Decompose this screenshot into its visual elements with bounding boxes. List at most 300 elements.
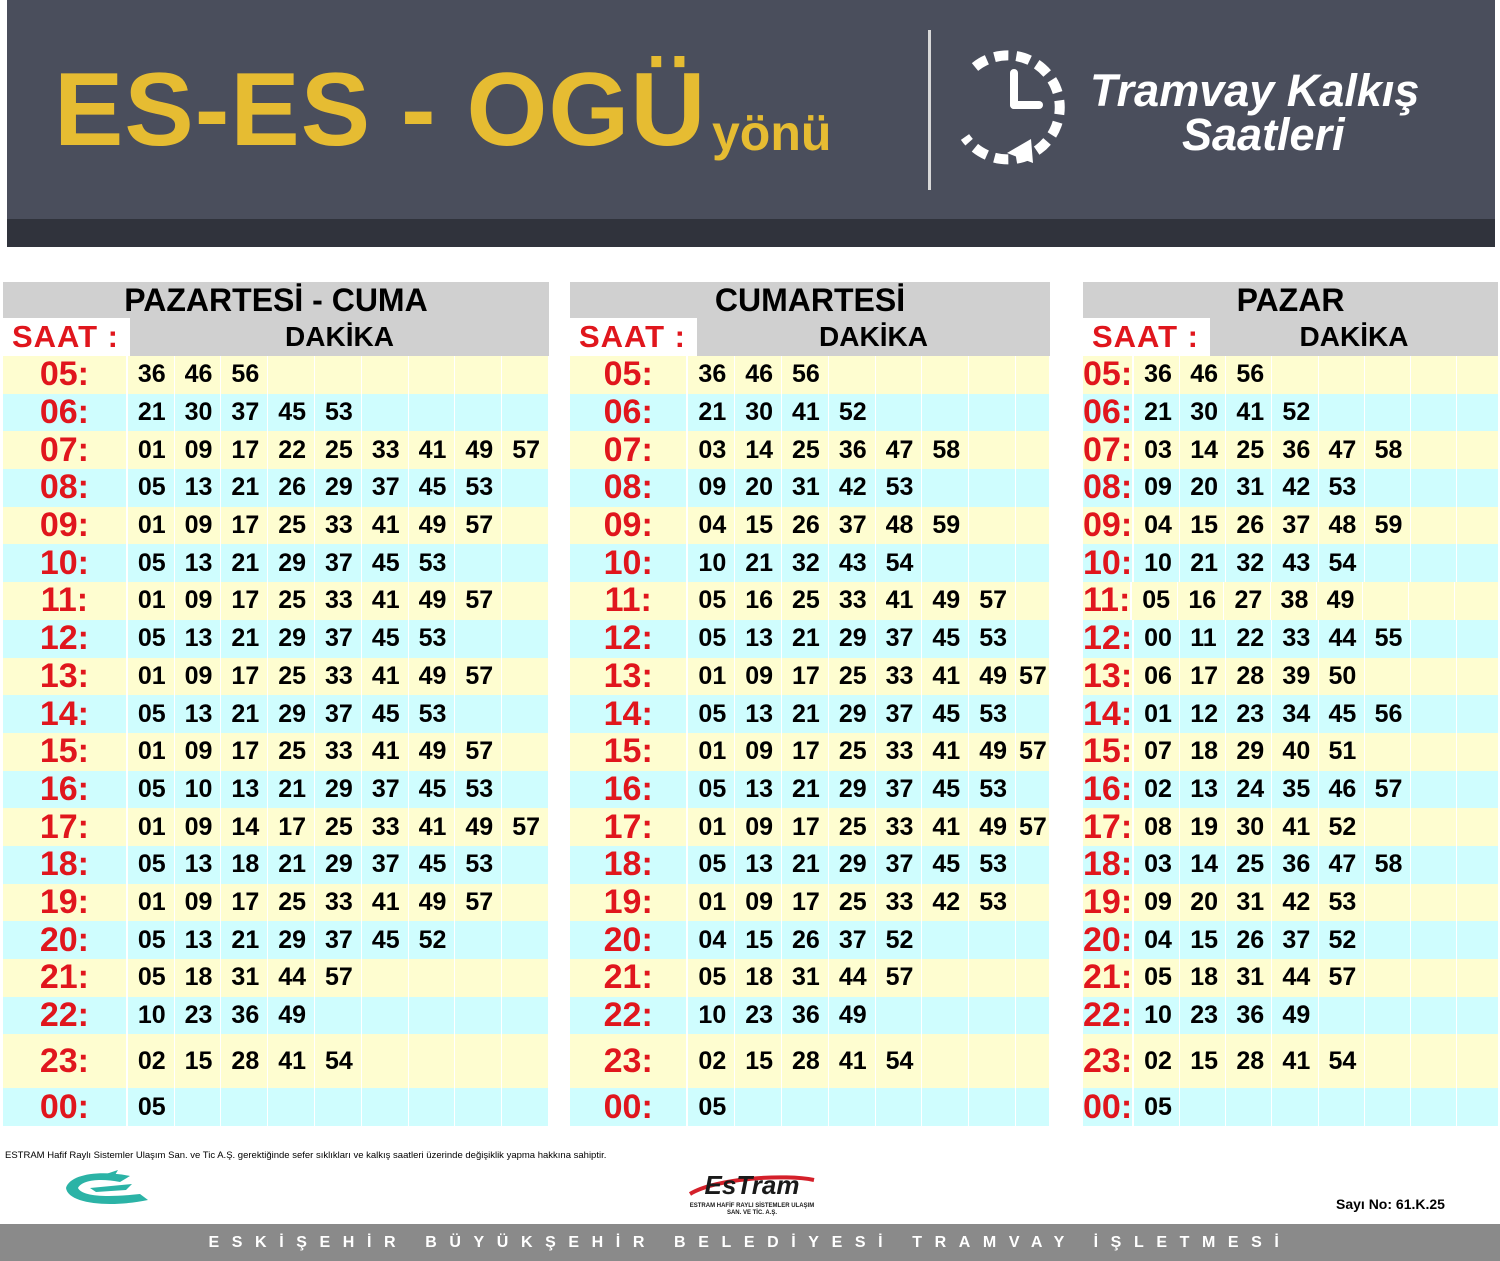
clock-icon [947, 45, 1082, 165]
minute-cell: 52 [409, 921, 456, 959]
hour-cell: 17: [3, 808, 128, 846]
minutes-group [1134, 884, 1500, 922]
minute-cell [969, 431, 1016, 469]
minute-cell [1411, 808, 1457, 846]
minutes-group [128, 507, 549, 545]
minute-cell [1365, 356, 1411, 394]
minute-cell [969, 507, 1016, 545]
minutes-group [688, 394, 1050, 432]
minute-cell [1016, 846, 1050, 884]
minute-cell: 29 [268, 544, 315, 582]
minute-cell: 37 [315, 544, 362, 582]
hour-cell: 17: [570, 808, 688, 846]
minutes-group [1134, 658, 1500, 696]
minutes-group [1134, 394, 1500, 432]
hour-column-header: SAAT : [570, 318, 697, 356]
minute-cell [362, 959, 409, 997]
minute-cell: 15 [175, 1034, 222, 1088]
minute-cell: 46 [175, 356, 222, 394]
minute-cell [362, 1088, 409, 1126]
schedule-row [570, 733, 1050, 771]
minute-cell: 41 [922, 808, 969, 846]
minute-cell: 25 [829, 658, 876, 696]
minute-cell [1180, 1088, 1226, 1126]
minutes-group [1134, 1088, 1500, 1126]
minute-cell: 05 [688, 846, 735, 884]
minute-cell [1411, 469, 1457, 507]
minute-cell: 13 [221, 771, 268, 809]
minute-cell: 52 [876, 921, 923, 959]
schedule-row [3, 921, 549, 959]
minute-cell: 29 [315, 771, 362, 809]
schedule-row [3, 658, 549, 696]
minute-cell: 15 [1180, 921, 1226, 959]
minutes-group [688, 808, 1050, 846]
minute-cell: 42 [922, 884, 969, 922]
minute-cell: 49 [409, 658, 456, 696]
hour-cell: 05: [1083, 355, 1133, 394]
minute-cell: 37 [315, 695, 362, 733]
minute-cell: 53 [969, 620, 1016, 658]
minute-cell: 49 [409, 884, 456, 922]
minute-cell: 33 [876, 658, 923, 696]
minute-cell: 37 [315, 921, 362, 959]
minute-cell: 41 [922, 733, 969, 771]
minute-cell: 14 [221, 808, 268, 846]
minute-cell: 17 [221, 582, 268, 620]
minute-cell [1457, 658, 1500, 696]
minute-cell [502, 1034, 549, 1088]
minute-cell: 21 [735, 544, 782, 582]
minute-cell: 37 [221, 394, 268, 432]
route-title: ES-ES - OGÜ [54, 52, 707, 168]
minute-cell: 13 [735, 771, 782, 809]
minute-cell: 20 [1180, 884, 1226, 922]
minute-cell: 56 [1226, 356, 1272, 394]
minute-cell: 13 [175, 469, 222, 507]
minute-cell [455, 921, 502, 959]
minutes-group [688, 582, 1050, 620]
minutes-group [688, 1088, 1050, 1126]
minute-cell: 33 [315, 884, 362, 922]
minute-cell: 25 [268, 884, 315, 922]
schedule-row [570, 997, 1050, 1035]
bottom-bar [0, 1224, 1500, 1261]
schedule-row [570, 544, 1050, 582]
minute-cell: 10 [688, 997, 735, 1035]
hour-cell: 10: [3, 544, 128, 582]
minute-cell: 57 [502, 808, 549, 846]
minute-cell: 41 [362, 507, 409, 545]
minute-cell: 53 [969, 695, 1016, 733]
estram-logo-text: EsTram [704, 1170, 800, 1200]
minutes-group [128, 582, 549, 620]
minute-cell: 48 [876, 507, 923, 545]
hour-cell: 22: [570, 997, 688, 1035]
header-bottom-band [7, 219, 1495, 247]
minute-cell: 11 [1180, 620, 1226, 658]
minute-cell [735, 1088, 782, 1126]
minute-cell: 51 [1319, 733, 1365, 771]
schedule-row [1083, 544, 1498, 582]
minute-cell: 02 [1134, 1034, 1180, 1088]
minute-cell: 45 [362, 921, 409, 959]
minute-cell [1411, 959, 1457, 997]
minute-cell [969, 394, 1016, 432]
minute-cell [1411, 997, 1457, 1035]
minute-cell: 01 [688, 808, 735, 846]
minute-cell [1457, 431, 1500, 469]
hour-cell: 14: [1083, 694, 1133, 733]
minute-cell [782, 1088, 829, 1126]
minute-cell [1457, 356, 1500, 394]
hour-cell: 09: [570, 507, 688, 545]
minute-cell: 34 [1272, 695, 1318, 733]
schedule-row [3, 507, 549, 545]
minute-cell [1016, 356, 1050, 394]
minute-cell [1457, 884, 1500, 922]
minutes-group [128, 921, 549, 959]
minute-cell: 17 [782, 733, 829, 771]
schedule-row [1083, 846, 1498, 884]
minute-cell [502, 507, 549, 545]
minute-cell [502, 469, 549, 507]
minute-cell: 13 [735, 695, 782, 733]
hour-cell: 13: [3, 658, 128, 696]
minute-cell: 41 [1226, 394, 1272, 432]
minute-cell: 09 [175, 582, 222, 620]
hour-cell: 15: [3, 733, 128, 771]
minute-cell [922, 921, 969, 959]
hour-cell: 09: [1083, 506, 1133, 545]
minute-cell: 26 [782, 921, 829, 959]
minute-cell: 28 [221, 1034, 268, 1088]
hour-cell: 18: [3, 846, 128, 884]
minute-cell: 45 [362, 620, 409, 658]
minute-cell [409, 356, 456, 394]
minute-cell [1411, 658, 1457, 696]
minute-cell: 16 [735, 582, 782, 620]
minute-cell: 05 [688, 620, 735, 658]
minute-cell [175, 1088, 222, 1126]
minute-cell: 53 [969, 771, 1016, 809]
minute-cell [876, 997, 923, 1035]
minute-cell [502, 582, 549, 620]
column-header-row [3, 318, 549, 356]
hour-cell: 00: [570, 1088, 688, 1126]
minute-cell [1365, 733, 1411, 771]
minute-cell: 03 [1134, 431, 1180, 469]
minute-cell: 03 [1134, 846, 1180, 884]
hour-cell: 21: [3, 959, 128, 997]
minute-cell: 45 [1319, 695, 1365, 733]
minute-cell [455, 356, 502, 394]
minute-cell: 59 [922, 507, 969, 545]
minute-cell: 31 [782, 959, 829, 997]
minute-cell: 33 [315, 582, 362, 620]
minute-cell: 49 [969, 658, 1016, 696]
minute-cell: 47 [876, 431, 923, 469]
minute-cell [502, 771, 549, 809]
minute-cell: 17 [1180, 658, 1226, 696]
minutes-group [128, 620, 549, 658]
minute-cell [1457, 394, 1500, 432]
minute-cell: 05 [128, 959, 175, 997]
minute-cell: 57 [1016, 658, 1050, 696]
hour-column-header: SAAT : [3, 318, 130, 356]
minute-cell [315, 1088, 362, 1126]
minute-cell: 18 [221, 846, 268, 884]
minute-cell [455, 959, 502, 997]
minute-cell: 53 [1319, 469, 1365, 507]
minute-cell: 17 [782, 884, 829, 922]
minute-cell: 21 [782, 620, 829, 658]
minute-cell: 57 [455, 507, 502, 545]
minute-cell: 53 [409, 544, 456, 582]
minute-cell [969, 356, 1016, 394]
minute-cell: 57 [455, 582, 502, 620]
minute-cell: 54 [876, 544, 923, 582]
minute-cell: 21 [221, 921, 268, 959]
minute-cell [1016, 921, 1050, 959]
minute-cell: 13 [175, 544, 222, 582]
hour-cell: 00: [1083, 1087, 1133, 1126]
minute-cell: 10 [175, 771, 222, 809]
minute-cell: 36 [1134, 356, 1180, 394]
minute-cell: 39 [1272, 658, 1318, 696]
minute-cell [1457, 808, 1500, 846]
minute-cell: 45 [409, 469, 456, 507]
minute-cell: 14 [1180, 846, 1226, 884]
schedule-row [1083, 695, 1498, 733]
minutes-group [688, 921, 1050, 959]
minute-cell: 37 [876, 695, 923, 733]
minute-cell: 18 [175, 959, 222, 997]
minute-cell: 37 [362, 469, 409, 507]
minute-cell [502, 620, 549, 658]
minute-cell: 04 [1134, 921, 1180, 959]
schedule-row [570, 695, 1050, 733]
minute-cell: 09 [1134, 884, 1180, 922]
schedule-row [570, 469, 1050, 507]
minute-cell: 37 [829, 507, 876, 545]
minute-cell [268, 1088, 315, 1126]
minute-cell: 23 [175, 997, 222, 1035]
schedule-row [3, 1088, 549, 1126]
minute-cell [1411, 771, 1457, 809]
minute-cell: 17 [221, 431, 268, 469]
minute-cell: 25 [315, 431, 362, 469]
minute-cell: 57 [1016, 808, 1050, 846]
minute-cell: 05 [1132, 582, 1178, 620]
minute-cell [1365, 921, 1411, 959]
minute-cell: 57 [455, 733, 502, 771]
minute-cell: 41 [362, 884, 409, 922]
minute-cell: 32 [782, 544, 829, 582]
hour-cell: 18: [570, 846, 688, 884]
minute-cell: 05 [128, 544, 175, 582]
minute-cell: 26 [1226, 507, 1272, 545]
minute-cell: 09 [175, 507, 222, 545]
minute-column-header: DAKİKA [285, 321, 394, 352]
minute-cell: 52 [1319, 921, 1365, 959]
minutes-group [688, 771, 1050, 809]
schedule-row [570, 884, 1050, 922]
minute-cell: 09 [735, 658, 782, 696]
minute-cell [455, 1088, 502, 1126]
schedule-row [3, 394, 549, 432]
schedule-row [1083, 356, 1498, 394]
minutes-group [128, 469, 549, 507]
minute-cell: 57 [1319, 959, 1365, 997]
minute-cell: 15 [735, 507, 782, 545]
minute-cell [1272, 1088, 1318, 1126]
minute-cell: 06 [1134, 658, 1180, 696]
minute-cell: 43 [829, 544, 876, 582]
minute-cell: 45 [922, 771, 969, 809]
minute-cell [1016, 771, 1050, 809]
minute-cell: 42 [829, 469, 876, 507]
minute-cell [1411, 507, 1457, 545]
minute-cell [1457, 695, 1500, 733]
minute-cell: 25 [268, 733, 315, 771]
minute-cell [1319, 997, 1365, 1035]
minute-cell: 43 [1272, 544, 1318, 582]
minute-cell: 53 [315, 394, 362, 432]
minutes-group [128, 808, 549, 846]
minute-cell [922, 469, 969, 507]
minute-cell [1016, 959, 1050, 997]
minute-cell: 20 [1180, 469, 1226, 507]
minute-cell: 36 [1272, 846, 1318, 884]
minute-cell: 37 [876, 846, 923, 884]
minute-cell: 01 [688, 658, 735, 696]
minute-cell: 30 [735, 394, 782, 432]
minute-cell [455, 1034, 502, 1088]
minute-cell [1457, 921, 1500, 959]
eskisehir-municipality-logo-icon [60, 1168, 152, 1208]
hour-cell: 23: [1083, 1034, 1134, 1088]
minute-cell: 10 [1134, 997, 1180, 1035]
minute-cell [502, 997, 549, 1035]
minute-cell [969, 921, 1016, 959]
minute-cell: 57 [315, 959, 362, 997]
minutes-group [1134, 1034, 1500, 1088]
minute-cell: 02 [1134, 771, 1180, 809]
minute-cell [502, 544, 549, 582]
minute-cell: 41 [409, 431, 456, 469]
hour-cell: 15: [570, 733, 688, 771]
minute-cell [455, 695, 502, 733]
minute-cell: 13 [735, 846, 782, 884]
schedule-row [1083, 997, 1498, 1035]
minute-cell: 36 [221, 997, 268, 1035]
minutes-group [688, 846, 1050, 884]
minute-cell: 53 [969, 846, 1016, 884]
minute-cell [1016, 431, 1050, 469]
minute-cell: 53 [455, 469, 502, 507]
minute-cell: 01 [128, 431, 175, 469]
minute-cell: 01 [128, 658, 175, 696]
minute-cell: 23 [1180, 997, 1226, 1035]
minutes-group [1134, 921, 1500, 959]
hour-cell: 23: [570, 1034, 688, 1088]
minute-cell [409, 394, 456, 432]
minutes-group [128, 394, 549, 432]
minute-cell: 52 [1272, 394, 1318, 432]
minute-cell: 31 [1226, 959, 1272, 997]
minute-cell [1411, 921, 1457, 959]
day-header: CUMARTESİ [570, 282, 1050, 318]
minute-cell: 01 [128, 733, 175, 771]
minute-cell [502, 356, 549, 394]
minute-cell: 33 [876, 733, 923, 771]
minute-cell: 33 [876, 884, 923, 922]
minute-cell: 49 [1317, 582, 1363, 620]
minute-cell: 13 [1180, 771, 1226, 809]
minute-cell: 53 [409, 620, 456, 658]
minute-cell [455, 544, 502, 582]
minute-cell [362, 356, 409, 394]
minute-cell: 25 [268, 582, 315, 620]
minute-cell: 01 [128, 808, 175, 846]
minute-cell: 21 [128, 394, 175, 432]
hour-cell: 12: [3, 620, 128, 658]
minute-cell: 30 [1226, 808, 1272, 846]
hour-cell: 23: [3, 1034, 128, 1088]
minutes-group [688, 959, 1050, 997]
schedule-row [570, 771, 1050, 809]
minutes-group [688, 997, 1050, 1035]
minute-cell: 15 [1180, 1034, 1226, 1088]
minute-cell [922, 356, 969, 394]
minute-cell: 18 [1180, 959, 1226, 997]
minute-cell [969, 959, 1016, 997]
hour-cell: 06: [3, 394, 128, 432]
minute-cell: 46 [1180, 356, 1226, 394]
minute-cell [922, 997, 969, 1035]
minute-cell: 49 [409, 582, 456, 620]
minute-cell [1016, 1034, 1050, 1088]
minute-cell: 48 [1319, 507, 1365, 545]
hour-cell: 10: [1083, 543, 1133, 582]
minute-cell [922, 1088, 969, 1126]
minute-cell [1016, 394, 1050, 432]
minute-cell [922, 544, 969, 582]
hour-cell: 11: [1083, 581, 1131, 620]
minute-cell [1457, 1034, 1500, 1088]
minute-cell: 46 [1319, 771, 1365, 809]
minute-cell [1016, 469, 1050, 507]
minutes-group [688, 544, 1050, 582]
schedule-row [3, 356, 549, 394]
minute-cell: 32 [1226, 544, 1272, 582]
minute-cell [1226, 1088, 1272, 1126]
hour-cell: 19: [570, 884, 688, 922]
minutes-group [1134, 959, 1500, 997]
schedule-row [1083, 469, 1498, 507]
minute-cell: 17 [782, 808, 829, 846]
schedule-row [3, 695, 549, 733]
minute-cell: 54 [1319, 1034, 1365, 1088]
minute-cell: 09 [175, 808, 222, 846]
minute-cell [969, 1034, 1016, 1088]
minute-cell: 22 [1226, 620, 1272, 658]
minute-cell: 58 [1365, 846, 1411, 884]
minute-cell: 41 [829, 1034, 876, 1088]
minute-cell: 13 [175, 846, 222, 884]
minute-cell: 01 [688, 884, 735, 922]
